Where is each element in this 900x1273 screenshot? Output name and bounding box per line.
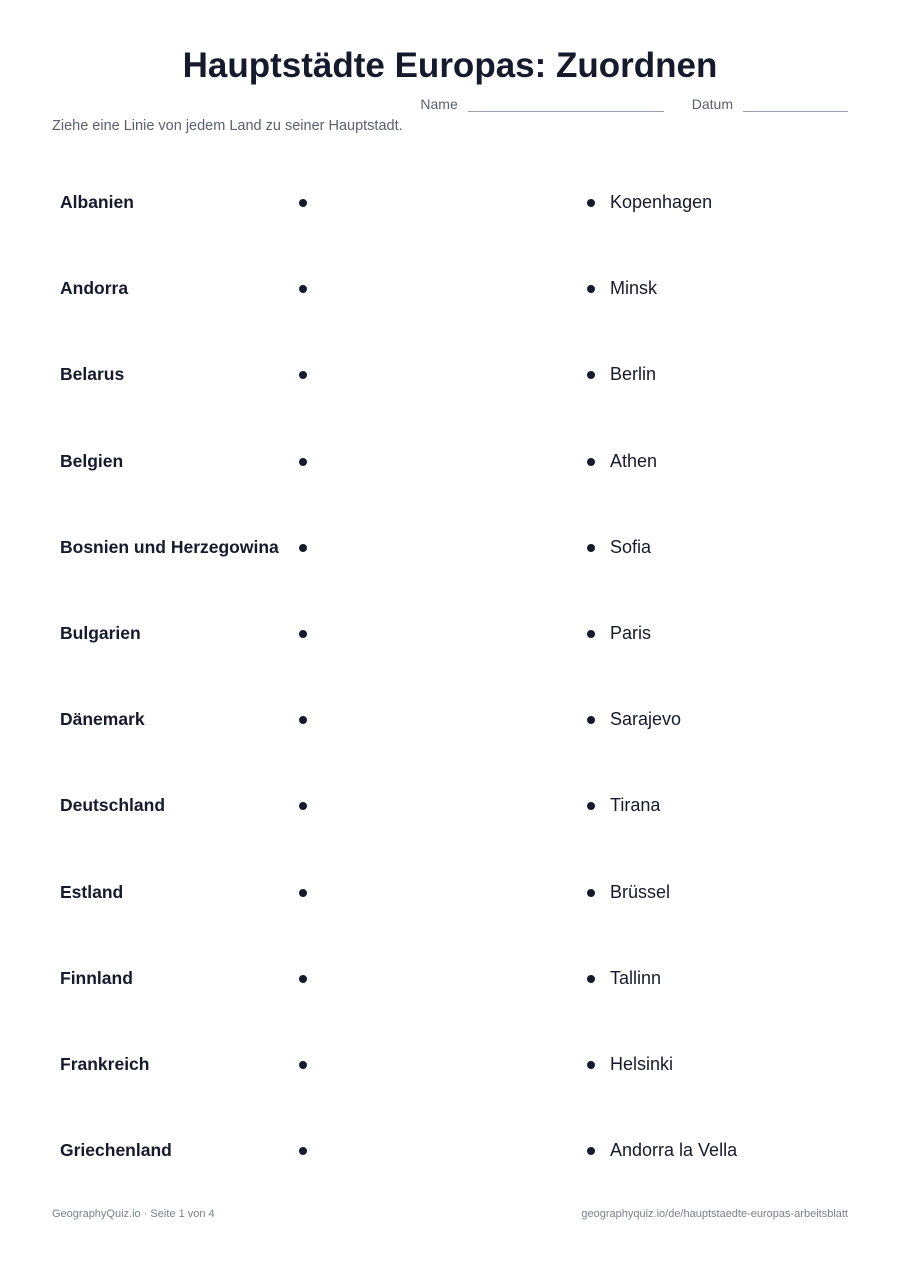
capital-connector-dot[interactable] bbox=[587, 975, 595, 983]
country-connector-dot[interactable] bbox=[299, 1061, 307, 1069]
capital-connector-dot[interactable] bbox=[587, 1061, 595, 1069]
capital-connector-dot[interactable] bbox=[587, 285, 595, 293]
capital-label: Sarajevo bbox=[610, 709, 682, 730]
country-connector-dot[interactable] bbox=[299, 458, 307, 466]
worksheet-title: Hauptstädte Europas: Zuordnen bbox=[182, 46, 718, 85]
country-connector-dot[interactable] bbox=[299, 199, 307, 207]
country-label: Frankreich bbox=[60, 1053, 150, 1074]
country-connector-dot[interactable] bbox=[299, 285, 307, 293]
capital-label: Andorra la Vella bbox=[610, 1140, 738, 1161]
country-connector-dot[interactable] bbox=[299, 1147, 307, 1155]
matching-row bbox=[0, 160, 900, 246]
capital-connector-dot[interactable] bbox=[587, 889, 595, 897]
capital-label: Kopenhagen bbox=[610, 192, 713, 212]
country-connector-dot[interactable] bbox=[299, 630, 307, 638]
matching-row bbox=[0, 1022, 900, 1108]
country-label: Bulgarien bbox=[60, 622, 141, 643]
capital-label: Helsinki bbox=[610, 1053, 674, 1074]
country-label: Dänemark bbox=[60, 709, 145, 730]
capital-connector-dot[interactable] bbox=[587, 371, 595, 379]
capital-connector-dot[interactable] bbox=[587, 544, 595, 552]
country-connector-dot[interactable] bbox=[299, 544, 307, 552]
country-connector-dot[interactable] bbox=[299, 889, 307, 897]
country-connector-dot[interactable] bbox=[299, 716, 307, 724]
country-label: Belarus bbox=[60, 364, 125, 385]
capital-connector-dot[interactable] bbox=[587, 630, 595, 638]
capital-label: Paris bbox=[610, 622, 652, 643]
footer-url: geographyquiz.io/de/hauptstaedte-europas-arbeitsblatt bbox=[581, 1208, 848, 1220]
matching-row bbox=[0, 763, 900, 849]
country-connector-dot[interactable] bbox=[299, 371, 307, 379]
capital-connector-dot[interactable] bbox=[587, 199, 595, 207]
matching-row bbox=[0, 419, 900, 505]
country-label: Andorra bbox=[60, 278, 129, 299]
matching-row bbox=[0, 1108, 900, 1194]
matching-row bbox=[0, 332, 900, 418]
name-label: Name bbox=[420, 96, 458, 112]
capital-label: Athen bbox=[610, 450, 658, 471]
footer-page-info: GeographyQuiz.io · Seite 1 von 4 bbox=[52, 1208, 215, 1220]
country-label: Finnland bbox=[60, 967, 133, 988]
country-label: Albanien bbox=[60, 192, 134, 212]
country-label: Deutschland bbox=[60, 795, 166, 816]
name-date-fields bbox=[420, 96, 848, 112]
instruction-text: Ziehe eine Linie von jedem Land zu seiner Hauptstadt. bbox=[52, 118, 403, 134]
name-field-line[interactable] bbox=[468, 96, 664, 112]
country-connector-dot[interactable] bbox=[299, 802, 307, 810]
matching-row bbox=[0, 591, 900, 677]
date-field-line[interactable] bbox=[743, 96, 848, 112]
matching-row bbox=[0, 850, 900, 936]
capital-label: Berlin bbox=[610, 364, 657, 385]
matching-row bbox=[0, 677, 900, 763]
capital-label: Brüssel bbox=[610, 881, 671, 902]
country-label: Bosnien und Herzegowina bbox=[60, 536, 279, 557]
country-connector-dot[interactable] bbox=[299, 975, 307, 983]
country-label: Belgien bbox=[60, 450, 124, 471]
capital-label: Minsk bbox=[610, 278, 658, 299]
capital-connector-dot[interactable] bbox=[587, 458, 595, 466]
matching-row bbox=[0, 936, 900, 1022]
capital-connector-dot[interactable] bbox=[587, 1147, 595, 1155]
capital-connector-dot[interactable] bbox=[587, 716, 595, 724]
matching-rows bbox=[0, 160, 900, 1194]
capital-connector-dot[interactable] bbox=[587, 802, 595, 810]
date-label: Datum bbox=[691, 96, 733, 112]
matching-row bbox=[0, 505, 900, 591]
country-label: Estland bbox=[60, 881, 124, 902]
capital-label: Tallinn bbox=[610, 967, 662, 988]
matching-row bbox=[0, 246, 900, 332]
country-label: Griechenland bbox=[60, 1140, 172, 1161]
capital-label: Sofia bbox=[610, 536, 652, 557]
capital-label: Tirana bbox=[610, 795, 661, 816]
